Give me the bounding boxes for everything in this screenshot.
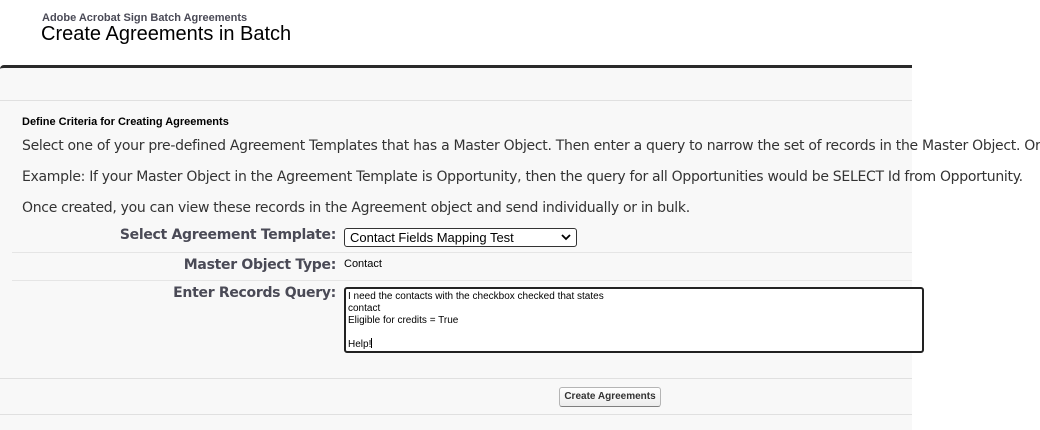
- row-divider: [12, 280, 912, 281]
- row-divider: [12, 252, 912, 253]
- create-agreements-button[interactable]: Create Agreements: [559, 387, 661, 407]
- agreement-template-value: Contact Fields Mapping Test: [350, 230, 514, 245]
- template-label: Select Agreement Template:: [119, 227, 336, 243]
- agreement-template-select[interactable]: [344, 228, 577, 247]
- text-cursor: [371, 338, 372, 348]
- query-line: I need the contacts with the checkbox checked that states: [348, 291, 604, 302]
- query-line: [348, 326, 922, 338]
- records-query-textarea[interactable]: [344, 287, 924, 353]
- description-line-2: Example: If your Master Object in the Agreement Template is Opportunity, then the query for all Opportunities would be SELECT Id from Opportunity.: [22, 169, 1023, 185]
- section-title: Define Criteria for Creating Agreements: [22, 116, 229, 128]
- master-object-label: Master Object Type:: [183, 257, 336, 273]
- master-object-value: Contact: [344, 258, 382, 270]
- records-query-label: Enter Records Query:: [173, 285, 336, 301]
- page-title: Create Agreements in Batch: [41, 23, 292, 45]
- page-header: [0, 0, 900, 66]
- description-line-3: Once created, you can view these records in the Agreement object and send individually or in bulk.: [22, 200, 690, 216]
- chevron-down-icon: [560, 231, 572, 243]
- query-line: Eligible for credits = True: [348, 314, 459, 326]
- button-bar: [0, 378, 912, 415]
- page-subtitle: Adobe Acrobat Sign Batch Agreements: [42, 12, 248, 24]
- query-line: contact: [348, 302, 381, 314]
- description-line-1: Select one of your pre-defined Agreement Templates that has a Master Object. Then enter a query to narrow the set of records in the Master Object. Or: [22, 138, 1040, 154]
- panel-top-strip: [0, 68, 912, 101]
- query-line: Help!: [348, 339, 372, 351]
- query-line-last: [348, 338, 922, 350]
- criteria-panel: [0, 65, 1040, 430]
